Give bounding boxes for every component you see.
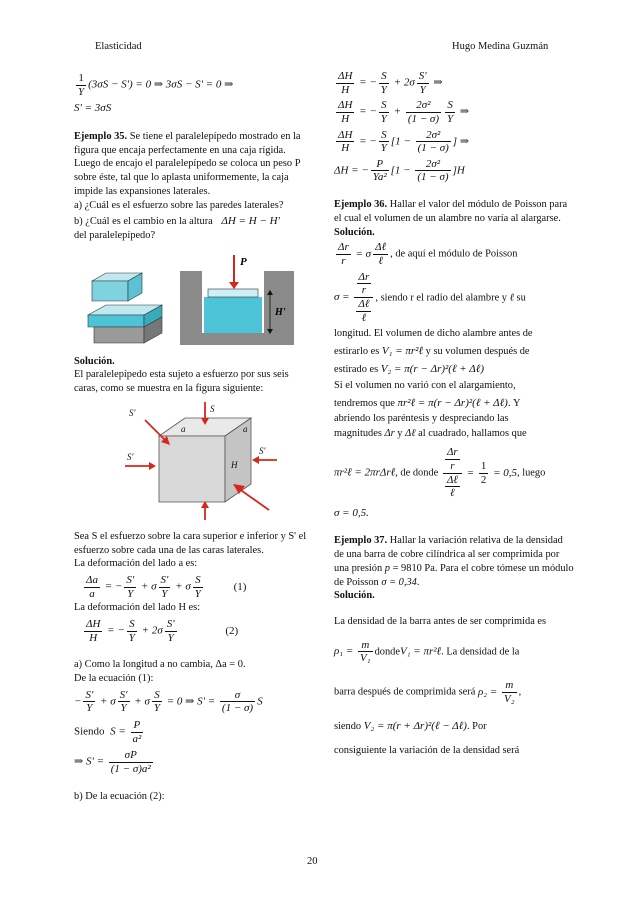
solution-37-title: Solución. (334, 590, 375, 602)
volume-after: estirado es V₂ = π(r − Δr)²(ℓ + Δℓ) (334, 362, 484, 375)
equation-top-2: S' = 3σS (74, 102, 112, 115)
from-equation-1: De la ecuación (1): (74, 673, 154, 685)
equation-r3: $\frac{\Delta H}{H}$ = − $\frac{S}{Y}$ [1 − $\frac{\text{2σ²}}{(1 - \sigma)}$ ] ⇒ (338, 128, 470, 155)
weight-label: P (240, 255, 247, 268)
svg-text:S': S' (129, 407, 136, 418)
example-36-paragraph: Ejemplo 36. Hallar el valor del módulo de Poisson para el cual el volumen de un alambre no varía al alargarse. (334, 199, 568, 224)
equation-r1: $\frac{\Delta H}{H}$ = − $\frac{S}{Y}$ + 2σ $\frac{S'}{Y}$ ⇒ (338, 70, 443, 96)
solution-36-title: Solución. (334, 226, 375, 238)
figure-stressed-cube (109, 402, 279, 520)
length-text: longitud. El volumen de dicho alambre antes de (334, 328, 533, 340)
svg-text:S': S' (127, 451, 134, 462)
equation-3: − $\frac{S'}{Y}$ + σ $\frac{S'}{Y}$ + σ $\frac{S}{Y}$ = 0 ⇒ S' = $\frac{\sigma}{(1 - \sigma)}$ S (74, 688, 263, 715)
example-35-paragraph: Ejemplo 35. Se tiene el paralelepípedo mostrado en la figura que encaja perfectamente en una caja rígida. Luego de encajo el paralelepípedo se coloca un peso P sobre éste, tal que lo aplasta uniformemente, la caja impide las expansiones laterales. (74, 130, 301, 197)
equation-r2: $\frac{\Delta H}{H}$ = − $\frac{S}{Y}$ + $\frac{\text{2σ²}}{(1 - \sigma)}$ $\frac{S}{Y}$ ⇒ (338, 99, 470, 125)
example-37-paragraph: Ejemplo 37. Hallar la variación relativa de la densidad de una barra de cobre cilíndrica al ser comprimida por una presión p = 9810 Pa. Para el cobre tómese un módulo de Poisson σ = 0,34. (334, 535, 574, 588)
height-label: H' (275, 306, 286, 318)
density-variation-text: consiguiente la variación de la densidad será (334, 745, 520, 757)
equation-r4: ΔH = − $\frac{P}{\text{Ya²}}$ [1 − $\frac{\text{2σ²}}{(1 - \sigma)}$ ]H (334, 157, 465, 184)
poisson-line: $\frac{\Delta r}{r}$ = σ $\frac{\text{Δℓ}}{\text{ℓ}}$ , de aquí el módulo de Poisson (338, 241, 518, 267)
stress-definition: Sea S el esfuerzo sobre la cara superior e inferior y S' el esfuerzo sobre cada una de las caras laterales. (74, 530, 307, 556)
sigma-result: σ = 0,5. (334, 506, 369, 519)
volume-2-line: siendo V₂ = π(r + Δr)²(ℓ − Δℓ). Por (334, 720, 487, 733)
deformation-a-label: La deformación del lado a es: (74, 558, 198, 570)
right-column (334, 66, 574, 758)
page-number: 20 (307, 856, 318, 867)
volume-equation: tendremos que πr²ℓ = π(r − Δr)²(ℓ + Δℓ). Y (334, 397, 521, 410)
density-2-line: barra después de comprimida será ρ₂ = $\frac{m}{\text{V₂}}$ , (334, 679, 522, 705)
equation-2: $\frac{\Delta H}{H}$ = − $\frac{S}{Y}$ + 2σ $\frac{S'}{Y}$ (2) (86, 618, 239, 644)
svg-text:S: S (210, 403, 215, 414)
header-right: Hugo Medina Guzmán (452, 41, 549, 52)
expansion-text: abriendo los paréntesis y despreciando las (334, 412, 509, 424)
poisson-definition: σ = $\frac{\frac{\Delta r}{r}}{\frac{\text{Δℓ}}{\text{ℓ}}}$ , siendo r el radio del alambre y ℓ su (334, 270, 526, 324)
equation-top-1: $\frac{1}{Y}$ (3σS − S') = 0 ⇒ 3σS − S' = 0 ⇒ (78, 72, 234, 98)
volume-unchanged: Si el volumen no varió con el alargamiento, (334, 380, 516, 392)
volume-before: estirarlo es V₁ = πr²ℓ y su volumen después de (334, 344, 530, 357)
svg-text:H: H (231, 459, 238, 470)
example-37-title: Ejemplo 37. (334, 535, 388, 547)
density-before-text: La densidad de la barra antes de ser comprimida es (334, 616, 547, 628)
equation-1-tag: (1) (233, 580, 247, 593)
question-b: b) ¿Cuál es el cambio en la altura ΔH = H − H' (74, 215, 280, 228)
equation-5: ⇒ S' = $\frac{\sigma P}{\text{(1 − σ)a²}}$ (74, 749, 151, 776)
poisson-result-line: πr²ℓ = 2πrΔrℓ, de donde $\frac{\frac{\Delta r}{r}}{\frac{\text{Δℓ}}{\text{ℓ}}}$ = $\frac{1}{2}$ = 0,5, luego (334, 446, 546, 500)
solution-paragraph: Solución. El paralelepípedo esta sujeto a esfuerzo por sus seis caras, como se muestra en la figura siguiente: (74, 355, 289, 395)
solution-title: Solución. (74, 355, 115, 367)
svg-text:a: a (181, 423, 186, 434)
question-b-end: del paralelepípedo? (74, 229, 156, 241)
magnitudes-text: magnitudes Δr y Δℓ al cuadrado, hallamos que (334, 427, 527, 439)
part-a-text: a) Como la longitud a no cambia, Δa = 0. (74, 659, 246, 671)
density-1-line: ρ₁ = $\frac{m}{\text{V₁}}$ dondeV₁ = πr²ℓ. La densidad de la (334, 638, 520, 665)
svg-text:a: a (243, 423, 248, 434)
cube-illustration (88, 273, 162, 343)
figure-box-and-container (84, 251, 304, 347)
equation-4: Siendo S = $\frac{P}{\text{a²}}$ (74, 719, 142, 745)
left-column (74, 66, 314, 803)
example-36-title: Ejemplo 36. (334, 199, 388, 211)
header-left: Elasticidad (95, 41, 142, 52)
example-35-title: Ejemplo 35. (74, 130, 128, 142)
container-illustration (180, 255, 294, 345)
equation-1: $\frac{\Delta a}{a}$ = − $\frac{S'}{Y}$ + σ $\frac{S'}{Y}$ + σ $\frac{S}{Y}$ (1) (86, 574, 247, 600)
deformation-h-label: La deformación del lado H es: (74, 602, 201, 614)
part-b-text: b) De la ecuación (2): (74, 790, 165, 802)
question-a: a) ¿Cuál es el esfuerzo sobre las paredes laterales? (74, 200, 284, 212)
svg-text:S': S' (259, 445, 266, 456)
equation-2-tag: (2) (225, 624, 239, 637)
